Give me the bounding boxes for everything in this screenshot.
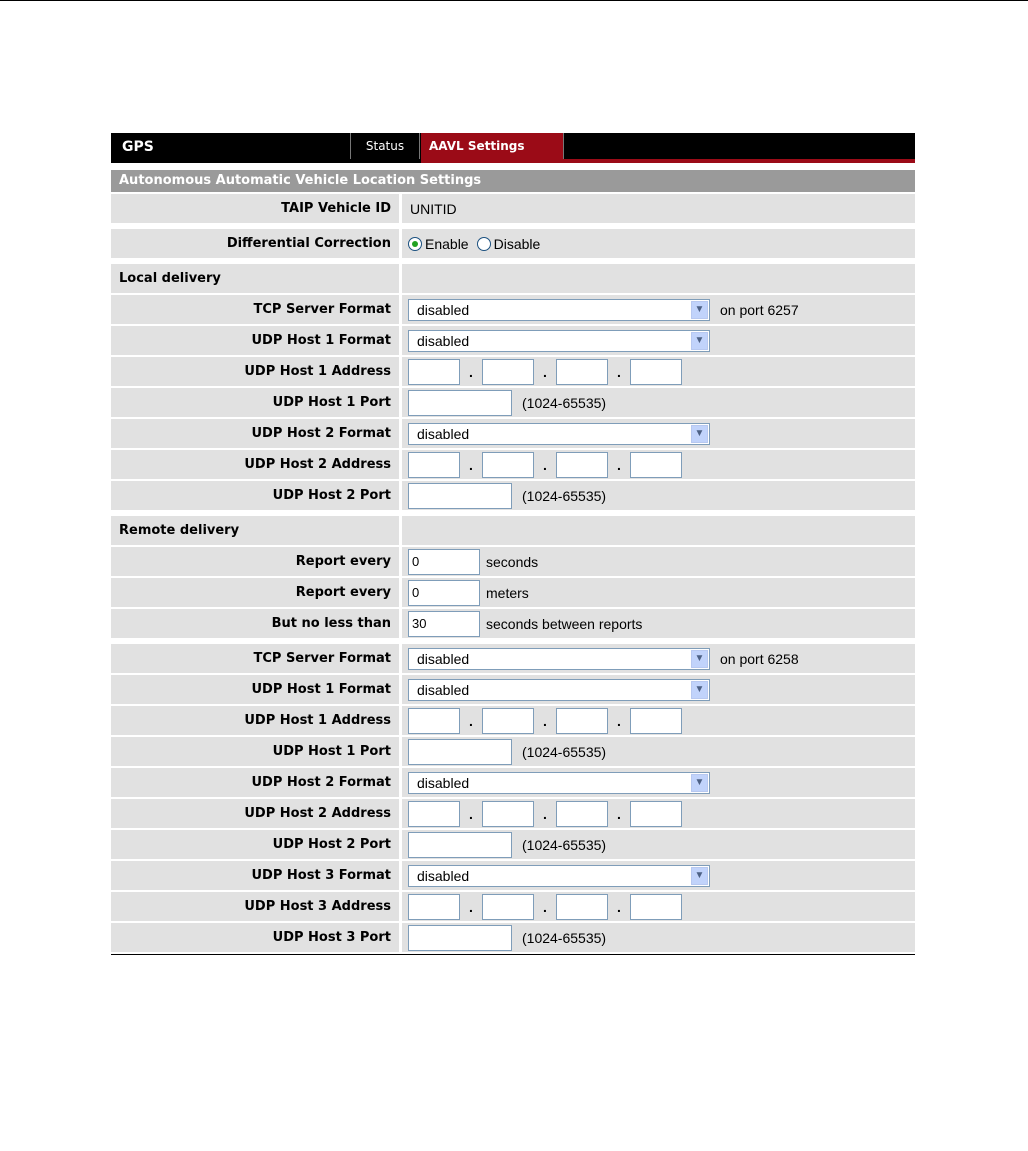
remote-udp3-address-row (111, 892, 915, 921)
chevron-down-icon[interactable]: ▼ (691, 301, 708, 319)
port-range-hint: (1024-65535) (522, 487, 607, 504)
ip-octet-3-input[interactable] (556, 801, 608, 827)
remote-udp2-format-row (111, 768, 915, 797)
ip-octet-1-input[interactable] (408, 894, 460, 920)
report-seconds-input[interactable]: 0 (408, 549, 480, 575)
taip-vehicle-id-cell (402, 194, 915, 223)
min-interval-label: But no less than (111, 609, 399, 638)
chevron-down-icon[interactable]: ▼ (691, 867, 708, 885)
taip-vehicle-id-value: UNITID (410, 200, 457, 217)
remote-udp1-address-cell (402, 706, 915, 735)
ip-octet-3-input[interactable] (556, 452, 608, 478)
remote-udp3-port-row (111, 923, 915, 952)
remote-delivery-heading: Remote delivery (111, 516, 399, 545)
ip-separator: . (543, 363, 547, 380)
ip-octet-1-input[interactable] (408, 359, 460, 385)
ip-separator: . (617, 712, 621, 729)
remote-tcp-format-select[interactable] (408, 648, 710, 670)
remote-udp2-port-label: UDP Host 2 Port (111, 830, 399, 859)
ip-octet-4-input[interactable] (630, 452, 682, 478)
report-seconds-unit: seconds (486, 553, 539, 570)
local-udp1-format-label: UDP Host 1 Format (111, 326, 399, 355)
ip-octet-1-input[interactable] (408, 452, 460, 478)
remote-udp1-format-cell (402, 675, 915, 704)
local-delivery-heading: Local delivery (111, 264, 399, 293)
local-udp1-address-row (111, 357, 915, 386)
remote-tcp-port-text: on port 6258 (720, 650, 799, 667)
local-tcp-format-select[interactable] (408, 299, 710, 321)
port-range-hint: (1024-65535) (522, 743, 607, 760)
ip-octet-1-input[interactable] (408, 801, 460, 827)
local-udp2-format-label: UDP Host 2 Format (111, 419, 399, 448)
local-udp2-port-label: UDP Host 2 Port (111, 481, 399, 510)
remote-delivery-heading-row (111, 516, 915, 545)
remote-udp3-port-input[interactable] (408, 925, 512, 951)
local-tcp-format-value: disabled (417, 301, 470, 318)
ip-octet-4-input[interactable] (630, 359, 682, 385)
bottom-rule (111, 954, 915, 955)
remote-udp3-address-label: UDP Host 3 Address (111, 892, 399, 921)
remote-udp1-address-label: UDP Host 1 Address (111, 706, 399, 735)
local-tcp-format-cell (402, 295, 915, 324)
local-udp2-port-row (111, 481, 915, 510)
local-udp1-port-cell (402, 388, 915, 417)
ip-separator: . (617, 456, 621, 473)
local-udp1-format-select[interactable] (408, 330, 710, 352)
ip-separator: . (469, 456, 473, 473)
report-meters-cell (402, 578, 915, 607)
chevron-down-icon[interactable]: ▼ (691, 774, 708, 792)
differential-enable-radio[interactable] (408, 237, 422, 251)
local-udp1-port-input[interactable] (408, 390, 512, 416)
ip-separator: . (543, 805, 547, 822)
local-udp2-format-select[interactable] (408, 423, 710, 445)
remote-udp2-format-select[interactable] (408, 772, 710, 794)
report-meters-unit: meters (486, 584, 529, 601)
remote-udp1-port-input[interactable] (408, 739, 512, 765)
remote-udp2-port-input[interactable] (408, 832, 512, 858)
aavl-settings-panel (111, 133, 915, 955)
ip-octet-4-input[interactable] (630, 708, 682, 734)
chevron-down-icon[interactable]: ▼ (691, 425, 708, 443)
remote-udp3-format-select[interactable] (408, 865, 710, 887)
remote-udp1-port-cell (402, 737, 915, 766)
remote-tcp-format-cell (402, 644, 915, 673)
remote-udp2-format-cell (402, 768, 915, 797)
local-udp2-address-cell (402, 450, 915, 479)
local-tcp-port-text: on port 6257 (720, 301, 799, 318)
report-seconds-row (111, 547, 915, 576)
min-interval-row (111, 609, 915, 638)
ip-octet-1-input[interactable] (408, 708, 460, 734)
taip-vehicle-id-row (111, 194, 915, 223)
local-delivery-heading-row (111, 264, 915, 293)
remote-udp1-address-row (111, 706, 915, 735)
port-range-hint: (1024-65535) (522, 394, 607, 411)
remote-udp1-port-label: UDP Host 1 Port (111, 737, 399, 766)
differential-disable-radio[interactable] (477, 237, 491, 251)
local-udp2-format-value: disabled (417, 425, 470, 442)
ip-separator: . (543, 456, 547, 473)
local-udp1-format-cell (402, 326, 915, 355)
ip-separator: . (469, 363, 473, 380)
ip-octet-2-input[interactable] (482, 452, 534, 478)
remote-udp3-format-value: disabled (417, 867, 470, 884)
local-udp2-format-cell (402, 419, 915, 448)
remote-tcp-format-row (111, 644, 915, 673)
report-meters-input[interactable]: 0 (408, 580, 480, 606)
report-meters-label: Report every (111, 578, 399, 607)
ip-separator: . (617, 898, 621, 915)
local-tcp-format-row (111, 295, 915, 324)
remote-udp1-format-value: disabled (417, 681, 470, 698)
ip-separator: . (469, 805, 473, 822)
local-tcp-format-label: TCP Server Format (111, 295, 399, 324)
ip-octet-2-input[interactable] (482, 894, 534, 920)
chevron-down-icon[interactable]: ▼ (691, 332, 708, 350)
chevron-down-icon[interactable]: ▼ (691, 650, 708, 668)
remote-udp2-format-value: disabled (417, 774, 470, 791)
section-title: Autonomous Automatic Vehicle Location Settings (111, 170, 915, 192)
ip-octet-4-input[interactable] (630, 801, 682, 827)
local-udp2-address-row (111, 450, 915, 479)
ip-octet-2-input[interactable] (482, 801, 534, 827)
port-range-hint: (1024-65535) (522, 929, 607, 946)
differential-enable-label[interactable]: Enable (425, 235, 469, 252)
report-seconds-cell (402, 547, 915, 576)
local-udp2-port-input[interactable] (408, 483, 512, 509)
ip-separator: . (617, 363, 621, 380)
remote-udp2-address-cell (402, 799, 915, 828)
remote-udp3-address-cell (402, 892, 915, 921)
remote-udp1-format-row (111, 675, 915, 704)
remote-tcp-format-label: TCP Server Format (111, 644, 399, 673)
remote-udp2-address-row (111, 799, 915, 828)
remote-udp2-port-cell (402, 830, 915, 859)
chevron-down-icon[interactable]: ▼ (691, 681, 708, 699)
ip-octet-3-input[interactable] (556, 894, 608, 920)
ip-separator: . (469, 712, 473, 729)
local-delivery-heading-cell (402, 264, 915, 293)
header-accent-line (421, 159, 915, 163)
top-rule (0, 0, 1028, 1)
remote-udp1-format-label: UDP Host 1 Format (111, 675, 399, 704)
local-udp2-format-row (111, 419, 915, 448)
differential-correction-label: Differential Correction (111, 229, 399, 258)
local-udp1-address-label: UDP Host 1 Address (111, 357, 399, 386)
local-udp1-address-cell (402, 357, 915, 386)
remote-udp1-port-row (111, 737, 915, 766)
ip-octet-3-input[interactable] (556, 359, 608, 385)
report-meters-row (111, 578, 915, 607)
remote-udp3-format-cell (402, 861, 915, 890)
remote-udp1-format-select[interactable] (408, 679, 710, 701)
header-bar (111, 133, 915, 163)
local-udp2-address-label: UDP Host 2 Address (111, 450, 399, 479)
min-interval-input[interactable]: 30 (408, 611, 480, 637)
remote-udp3-format-row (111, 861, 915, 890)
remote-udp3-format-label: UDP Host 3 Format (111, 861, 399, 890)
remote-udp2-address-label: UDP Host 2 Address (111, 799, 399, 828)
ip-separator: . (469, 898, 473, 915)
min-interval-unit: seconds between reports (486, 615, 643, 632)
remote-udp2-port-row (111, 830, 915, 859)
ip-octet-2-input[interactable] (482, 708, 534, 734)
remote-udp3-port-cell (402, 923, 915, 952)
min-interval-cell (402, 609, 915, 638)
port-range-hint: (1024-65535) (522, 836, 607, 853)
taip-vehicle-id-label: TAIP Vehicle ID (111, 194, 399, 223)
local-udp1-format-row (111, 326, 915, 355)
ip-separator: . (617, 805, 621, 822)
local-udp1-port-label: UDP Host 1 Port (111, 388, 399, 417)
ip-separator: . (543, 712, 547, 729)
remote-udp3-port-label: UDP Host 3 Port (111, 923, 399, 952)
ip-octet-3-input[interactable] (556, 708, 608, 734)
differential-correction-cell (402, 229, 915, 258)
local-udp1-format-value: disabled (417, 332, 470, 349)
ip-separator: . (543, 898, 547, 915)
differential-disable-label[interactable]: Disable (493, 235, 541, 252)
ip-octet-2-input[interactable] (482, 359, 534, 385)
report-seconds-label: Report every (111, 547, 399, 576)
ip-octet-4-input[interactable] (630, 894, 682, 920)
page-title: GPS (122, 139, 154, 155)
remote-tcp-format-value: disabled (417, 650, 470, 667)
tab-aavl-settings[interactable]: AAVL Settings (421, 133, 564, 159)
local-udp2-port-cell (402, 481, 915, 510)
differential-correction-row (111, 229, 915, 258)
tab-status[interactable]: Status (350, 133, 420, 159)
remote-udp2-format-label: UDP Host 2 Format (111, 768, 399, 797)
local-udp1-port-row (111, 388, 915, 417)
remote-delivery-heading-cell (402, 516, 915, 545)
